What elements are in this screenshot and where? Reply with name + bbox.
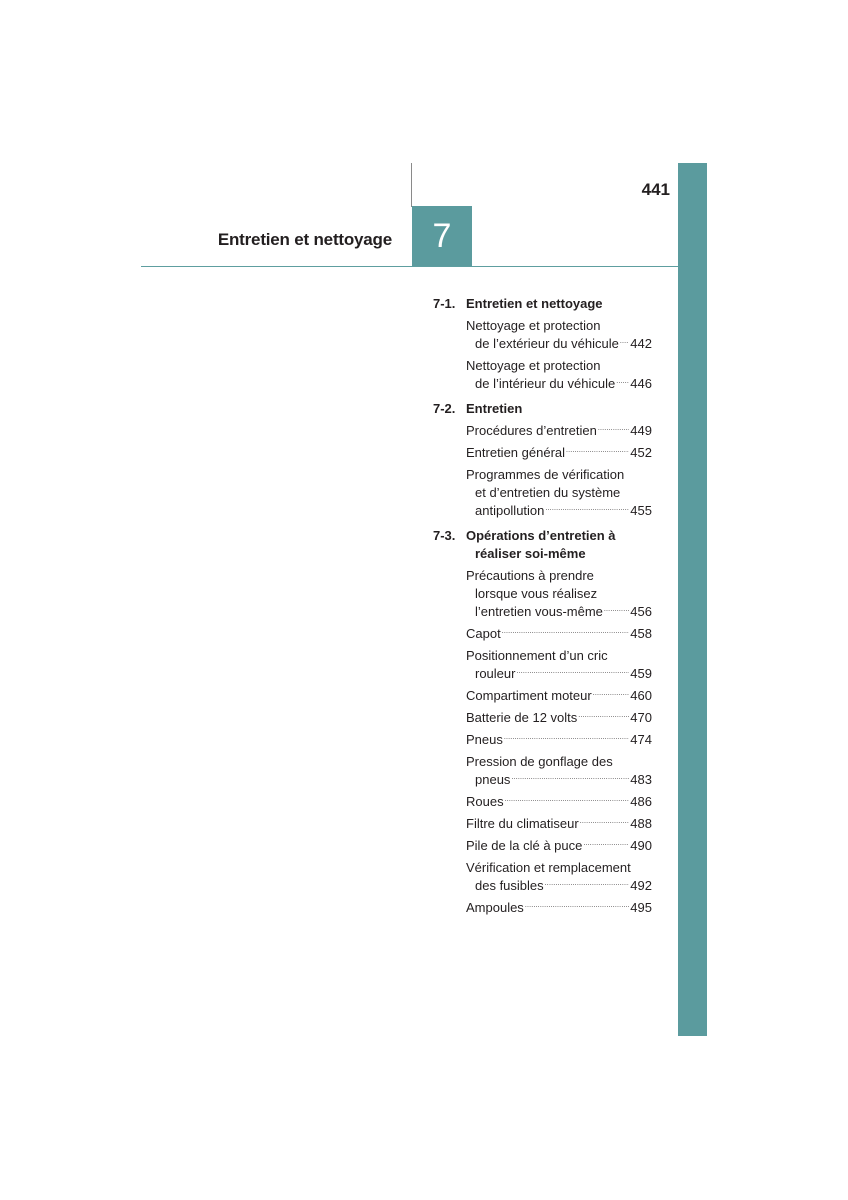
toc-entry-text: Pneus (466, 732, 503, 747)
toc-entry-text: l’entretien vous-même (475, 604, 603, 619)
toc-entry-text: lorsque vous réalisez (475, 586, 598, 601)
toc-entry-text: pneus (475, 772, 511, 787)
toc-dot-leader (505, 795, 630, 808)
toc-entry-page-number: 490 (630, 838, 652, 853)
toc-section-heading[interactable] (433, 295, 652, 313)
header-divider-horizontal (141, 266, 678, 267)
toc-entry-page-number: 460 (630, 688, 652, 703)
toc-entry[interactable] (466, 567, 652, 621)
toc-entry-page-number: 488 (630, 816, 652, 831)
toc-entry-last-line (466, 731, 652, 749)
toc-entry-text: Procédures d’entretien (466, 423, 597, 438)
toc-section-number: 7-2. (433, 401, 456, 416)
toc-entry-last-line (466, 375, 652, 393)
toc-entry-last-line (466, 877, 652, 895)
toc-section-heading[interactable] (433, 400, 652, 418)
toc-section-title (466, 527, 652, 563)
toc-entry[interactable] (466, 625, 652, 643)
toc-dot-leader (604, 605, 629, 618)
toc-entry-page-number: 449 (630, 423, 652, 438)
toc-entry-last-line (466, 603, 652, 621)
toc-entry-page-number: 442 (630, 336, 652, 351)
toc-entry-text: Batterie de 12 volts (466, 710, 578, 725)
toc-entry-page-number: 455 (630, 503, 652, 518)
toc-entry-last-line (466, 687, 652, 705)
toc-dot-leader (511, 773, 629, 786)
toc-entry-text: des fusibles (475, 878, 544, 893)
toc-dot-leader (566, 446, 629, 459)
toc-section-title-line: Entretien et nettoyage (466, 296, 603, 311)
toc-entry-page-number: 495 (630, 900, 652, 915)
toc-entry-text: Pile de la clé à puce (466, 838, 583, 853)
toc-entry-text: de l’extérieur du véhicule (475, 336, 619, 351)
toc-entry[interactable] (466, 317, 652, 353)
toc-section-title-line: réaliser soi-même (475, 546, 586, 561)
toc-entry-text: Vérification et remplacement (466, 860, 631, 875)
toc-entry[interactable] (466, 837, 652, 855)
toc-entry-page-number: 492 (630, 878, 652, 893)
toc-section (433, 400, 652, 520)
toc-dot-leader (545, 504, 629, 517)
toc-dot-leader (545, 879, 630, 892)
toc-entry[interactable] (466, 859, 652, 895)
toc-entry-text: Filtre du climatiseur (466, 816, 579, 831)
page-number: 441 (641, 180, 670, 199)
toc-entry-last-line (466, 502, 652, 520)
toc-dot-leader (580, 817, 630, 830)
toc-dot-leader (525, 901, 629, 914)
toc-entry[interactable] (466, 687, 652, 705)
toc-entry-last-line (466, 899, 652, 917)
header-divider-vertical (411, 163, 412, 207)
toc-entry[interactable] (466, 709, 652, 727)
toc-dot-leader (598, 424, 629, 437)
toc-entry-text: Entretien général (466, 445, 566, 460)
chapter-number-box: 7 (412, 206, 472, 266)
toc-entry-last-line (466, 625, 652, 643)
toc-entry-text: Capot (466, 626, 501, 641)
toc-entry-last-line (466, 444, 652, 462)
table-of-contents (433, 295, 652, 924)
toc-entry-text: Nettoyage et protection (466, 358, 601, 373)
toc-entry-last-line (466, 335, 652, 353)
toc-entry-text: de l’intérieur du véhicule (475, 376, 616, 391)
toc-dot-leader (616, 377, 629, 390)
toc-entry[interactable] (466, 647, 652, 683)
toc-section-title (466, 400, 652, 418)
toc-entry[interactable] (466, 422, 652, 440)
toc-entry-page-number: 486 (630, 794, 652, 809)
toc-entry-page-number: 483 (630, 772, 652, 787)
toc-section-number: 7-3. (433, 528, 456, 543)
toc-section-heading[interactable] (433, 527, 652, 563)
toc-section-title (466, 295, 652, 313)
toc-entry[interactable] (466, 731, 652, 749)
toc-entry-text: Ampoules (466, 900, 524, 915)
toc-entry-last-line (466, 665, 652, 683)
toc-entry-text: Pression de gonflage des (466, 754, 613, 769)
chapter-title: Entretien et nettoyage (217, 230, 392, 249)
toc-entry-page-number: 452 (630, 445, 652, 460)
toc-entry-text: Positionnement d’un cric (466, 648, 608, 663)
toc-entry[interactable] (466, 793, 652, 811)
toc-entry-last-line (466, 793, 652, 811)
toc-entry-text: Roues (466, 794, 504, 809)
toc-entry-text: et d’entretien du système (475, 485, 621, 500)
toc-entry-last-line (466, 815, 652, 833)
toc-entry-page-number: 459 (630, 666, 652, 681)
toc-section-title-line: Entretien (466, 401, 523, 416)
toc-dot-leader (516, 667, 629, 680)
toc-dot-leader (578, 711, 629, 724)
chapter-side-tab (678, 163, 707, 1036)
toc-entry-page-number: 470 (630, 710, 652, 725)
toc-dot-leader (593, 689, 630, 702)
toc-entry-last-line (466, 837, 652, 855)
toc-entry-last-line (466, 709, 652, 727)
toc-entry[interactable] (466, 444, 652, 462)
toc-entry-text: Nettoyage et protection (466, 318, 601, 333)
toc-dot-leader (620, 337, 629, 350)
toc-entry-text: Précautions à prendre (466, 568, 594, 583)
toc-entry-last-line (466, 771, 652, 789)
toc-entry[interactable] (466, 815, 652, 833)
toc-entry-page-number: 458 (630, 626, 652, 641)
toc-entry-page-number: 456 (630, 604, 652, 619)
toc-entry[interactable] (466, 899, 652, 917)
toc-dot-leader (504, 733, 629, 746)
toc-entry-text: Programmes de vérification (466, 467, 625, 482)
toc-section-number: 7-1. (433, 296, 456, 311)
toc-entry-last-line (466, 422, 652, 440)
toc-entry-text: Compartiment moteur (466, 688, 592, 703)
toc-section (433, 295, 652, 393)
toc-entry-page-number: 446 (630, 376, 652, 391)
toc-entry-page-number: 474 (630, 732, 652, 747)
toc-entry[interactable] (466, 753, 652, 789)
toc-entry[interactable] (466, 357, 652, 393)
toc-dot-leader (502, 627, 630, 640)
toc-entry-text: antipollution (475, 503, 545, 518)
toc-dot-leader (583, 839, 629, 852)
toc-entry[interactable] (466, 466, 652, 520)
toc-section (433, 527, 652, 917)
toc-section-title-line: Opérations d’entretien à (466, 528, 616, 543)
toc-entry-text: rouleur (475, 666, 516, 681)
